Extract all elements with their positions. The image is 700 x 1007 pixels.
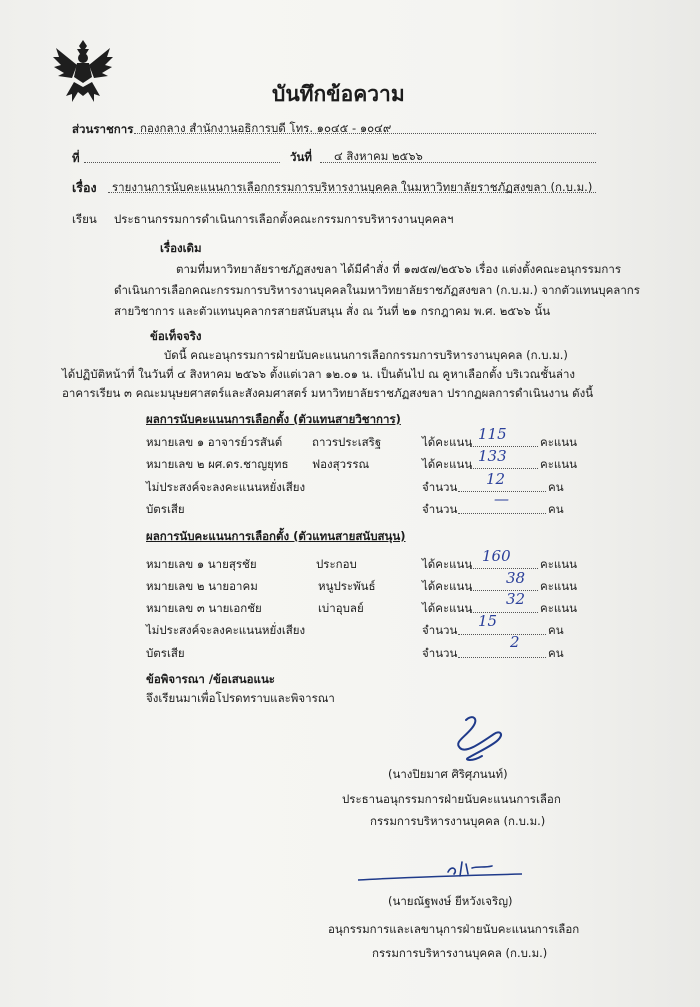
ref-label: ที่	[72, 151, 80, 165]
background-line1: ตามที่มหาวิทยาลัยราชภัฏสงขลา ได้มีคำสั่ง ที่ ๑๗๕๗/๒๕๖๖ เรื่อง แต่งตั้งคณะอนุกรรมการ	[176, 262, 622, 276]
garuda-emblem-icon	[50, 38, 116, 106]
academic-invalid-unit: คน	[548, 502, 564, 516]
signer-1-title-line1: ประธานอนุกรรมการฝ่ายนับคะแนนการเลือก	[342, 792, 561, 806]
support-candidate-3-votes: 32	[506, 590, 526, 608]
support-candidate-1: หมายเลข ๑ นายสุรชัย	[146, 557, 257, 571]
consideration-heading: ข้อพิจารณา /ข้อเสนอแนะ	[146, 672, 275, 686]
academic-no-vote-label: ไม่ประสงค์จะลงคะแนนหยั่งเสียง	[146, 480, 306, 494]
support-candidate-2: หมายเลข ๒ นายอาคม	[146, 579, 258, 593]
signature-2-icon	[352, 856, 528, 890]
signer-2-title-line1: อนุกรรมการและเลขานุการฝ่ายนับคะแนนการเลือก	[328, 922, 580, 936]
academic-candidate-1: หมายเลข ๑ อาจารย์วรสันต์	[146, 435, 283, 449]
academic-invalid-label: บัตรเสีย	[146, 502, 185, 516]
academic-candidate-2: หมายเลข ๒ ผศ.ดร.ชาญยุทธ	[146, 457, 289, 471]
signer-2-title-line2: กรรมการบริหารงานบุคคล (ก.บ.ม.)	[372, 946, 548, 960]
support-candidate-3-unit: คะแนน	[540, 601, 578, 615]
support-candidate-2-score-label: ได้คะแนน	[422, 579, 473, 593]
signer-1-name: (นางปิยมาศ ศิริศุภนนท์)	[388, 767, 508, 781]
academic-candidate-1-unit: คะแนน	[540, 435, 578, 449]
support-candidate-3-surname: เบ่าอุบลย์	[318, 601, 364, 615]
background-line3: สายวิชาการ และตัวแทนบุคลากรสายสนับสนุน สั่ง ณ วันที่ ๒๑ กรกฎาคม พ.ศ. ๒๕๖๖ นั้น	[114, 304, 551, 318]
academic-candidate-2-surname: ฟองสุวรรณ	[312, 457, 370, 471]
academic-candidate-1-score-label: ได้คะแนน	[422, 435, 473, 449]
academic-candidate-1-surname: ถาวรประเสริฐ	[312, 435, 382, 449]
consideration-text: จึงเรียนมาเพื่อโปรดทราบและพิจารณา	[146, 691, 335, 705]
signer-2-name: (นายณัฐพงษ์ ยีหวังเจริญ)	[388, 894, 513, 908]
support-invalid-unit: คน	[548, 646, 564, 660]
academic-candidate-1-votes: 115	[478, 425, 507, 443]
signature-1-icon	[438, 712, 512, 770]
support-candidate-1-score-label: ได้คะแนน	[422, 557, 473, 571]
support-no-vote-label: ไม่ประสงค์จะลงคะแนนหยั่งเสียง	[146, 623, 306, 637]
support-no-vote-count-label: จำนวน	[422, 623, 458, 637]
support-candidate-2-votes: 38	[506, 569, 526, 587]
facts-heading: ข้อเท็จจริง	[150, 329, 202, 343]
facts-line3: อาคารเรียน ๓ คณะมนุษยศาสตร์และสังคมศาสตร์ มหาวิทยาลัยราชภัฏสงขลา ปรากฏผลการดำเนินงาน ดังนี้	[62, 386, 594, 400]
subject-label: เรื่อง	[72, 180, 97, 195]
date-label: วันที่	[290, 150, 312, 164]
support-results-heading: ผลการนับคะแนนการเลือกตั้ง (ตัวแทนสายสนับสนุน)	[146, 529, 406, 543]
agency-value: กองกลาง สำนักงานอธิการบดี โทร. ๑๐๔๕ - ๑๐๔๙	[140, 121, 392, 135]
date-value: ๔ สิงหาคม ๒๕๖๖	[334, 149, 423, 163]
academic-no-vote-value: 12	[486, 470, 506, 488]
subject-value: รายงานการนับคะแนนการเลือกกรรมการบริหารงานบุคคล ในมหาวิทยาลัยราชภัฏสงขลา (ก.บ.ม.)	[112, 180, 593, 194]
facts-line2: ได้ปฏิบัติหน้าที่ ในวันที่ ๔ สิงหาคม ๒๕๖๖ ตั้งแต่เวลา ๑๒.๐๑ น. เป็นต้นไป ณ คูหาเลือกตั้ง บริเวณชั้นล่าง	[62, 367, 576, 381]
support-no-vote-unit: คน	[548, 623, 564, 637]
academic-results-heading: ผลการนับคะแนนการเลือกตั้ง (ตัวแทนสายวิชาการ)	[146, 412, 401, 426]
academic-no-vote-unit: คน	[548, 480, 564, 494]
facts-line1: บัดนี้ คณะอนุกรรมการฝ่ายนับคะแนนการเลือกกรรมการบริหารงานบุคคล (ก.บ.ม.)	[164, 348, 568, 362]
support-invalid-label: บัตรเสีย	[146, 646, 185, 660]
support-invalid-count-label: จำนวน	[422, 646, 458, 660]
support-invalid-value: 2	[510, 633, 520, 651]
support-candidate-3-score-label: ได้คะแนน	[422, 601, 473, 615]
background-heading: เรื่องเดิม	[160, 241, 202, 255]
support-candidate-1-unit: คะแนน	[540, 557, 578, 571]
academic-invalid-value: —	[494, 490, 509, 508]
academic-candidate-2-votes: 133	[478, 447, 507, 465]
support-candidate-2-unit: คะแนน	[540, 579, 578, 593]
academic-invalid-count-label: จำนวน	[422, 502, 458, 516]
memo-title: บันทึกข้อความ	[272, 82, 405, 106]
support-candidate-2-surname: หนูประพันธ์	[318, 579, 376, 593]
support-candidate-3: หมายเลข ๓ นายเอกชัย	[146, 601, 262, 615]
to-label: เรียน	[72, 212, 97, 226]
to-value: ประธานกรรมการดำเนินการเลือกตั้งคณะกรรมการบริหารงานบุคคลฯ	[114, 212, 454, 226]
background-line2: ดำเนินการเลือกคณะกรรมการบริหารงานบุคคลในมหาวิทยาลัยราชภัฏสงขลา (ก.บ.ม.) จากตัวแทนบุคลากร	[114, 283, 640, 297]
support-no-vote-value: 15	[478, 612, 498, 630]
academic-no-vote-count-label: จำนวน	[422, 480, 458, 494]
agency-label: ส่วนราชการ	[72, 122, 134, 136]
academic-candidate-2-unit: คะแนน	[540, 457, 578, 471]
academic-candidate-2-score-label: ได้คะแนน	[422, 457, 473, 471]
support-candidate-1-votes: 160	[482, 547, 511, 565]
support-candidate-1-surname: ประกอบ	[316, 557, 357, 571]
signer-1-title-line2: กรรมการบริหารงานบุคคล (ก.บ.ม.)	[370, 814, 546, 828]
